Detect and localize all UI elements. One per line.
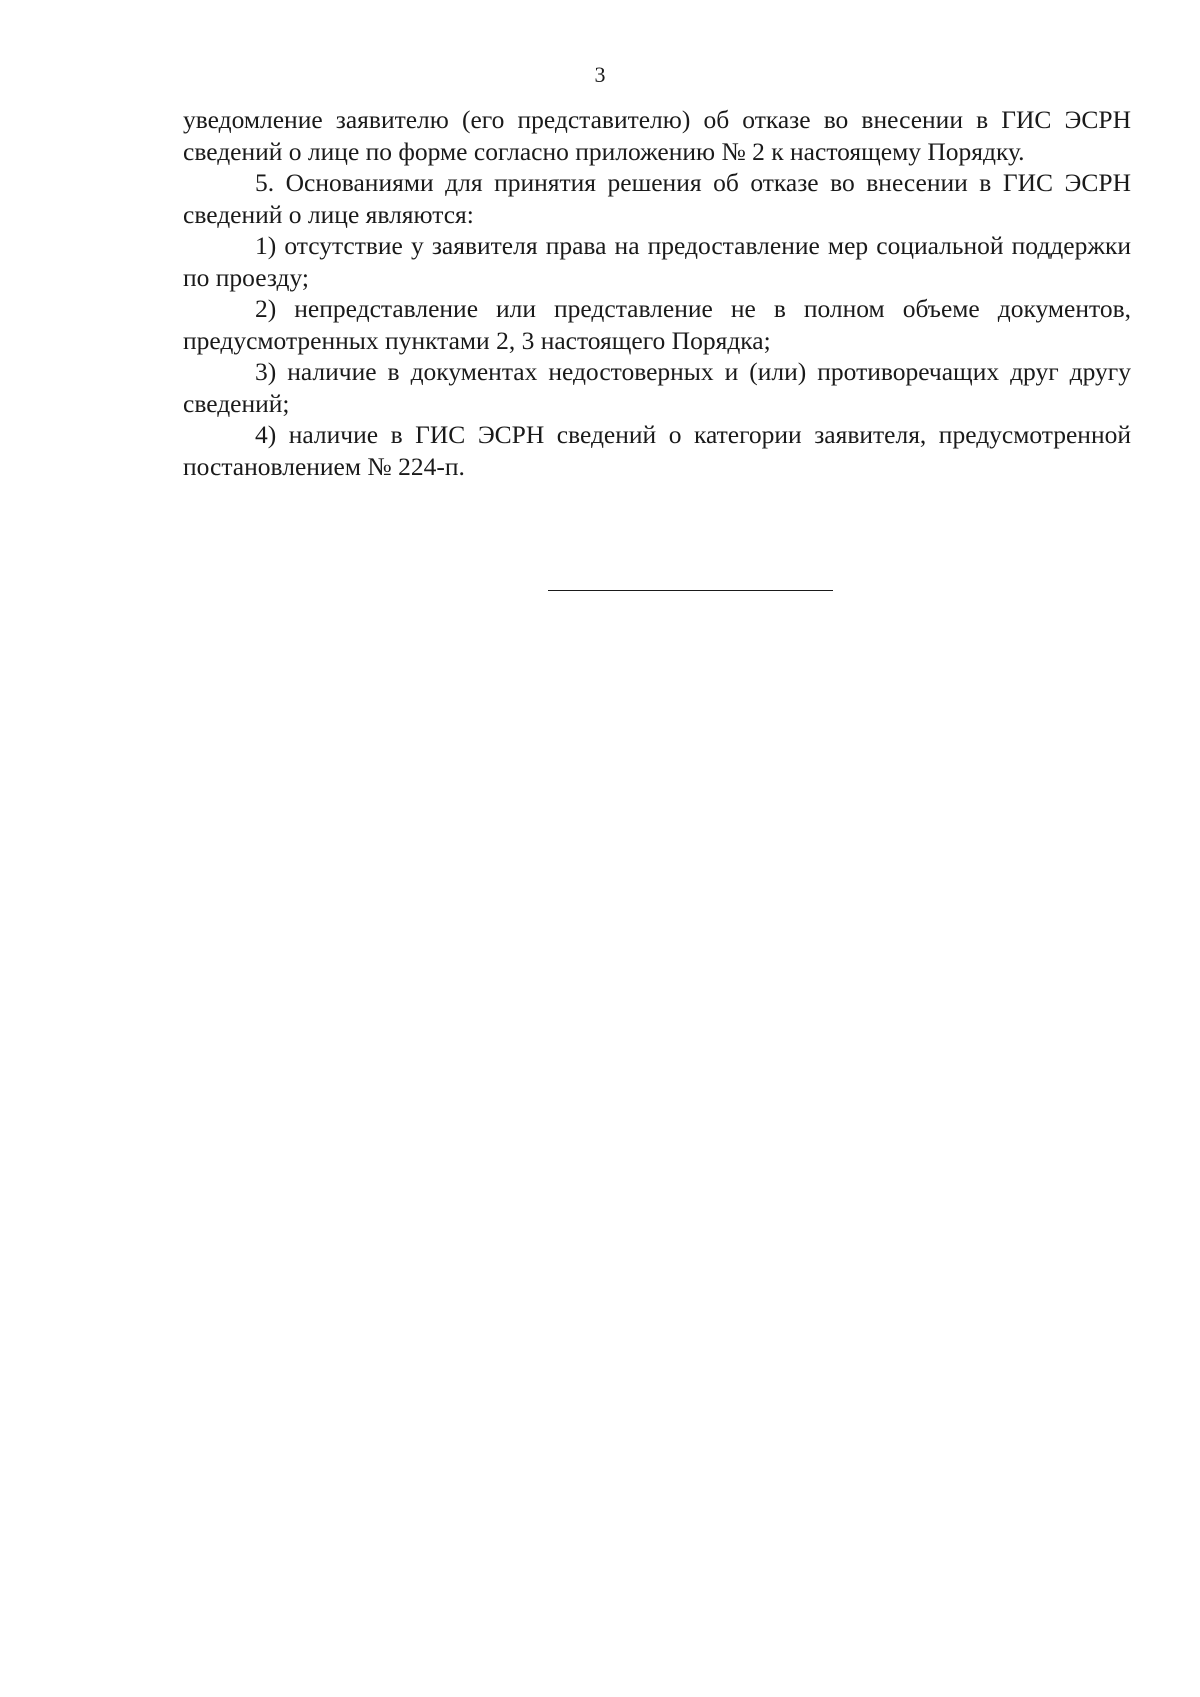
list-item-1: 1) отсутствие у заявителя права на предоставление мер социальной поддержки по проезду; (183, 231, 1131, 292)
list-item-2: 2) непредставление или представление не в полном объеме документов, предусмотренных пунктами 2, 3 настоящего Порядка; (183, 294, 1131, 355)
page-number: 3 (594, 62, 606, 87)
paragraph-clause-5: 5. Основаниями для принятия решения об отказе во внесении в ГИС ЭСРН сведений о лице являются: (183, 168, 1131, 229)
list-item-3: 3) наличие в документах недостоверных и (или) противоречащих друг другу сведений; (183, 357, 1131, 418)
document-body (183, 104, 1131, 482)
list-item-4: 4) наличие в ГИС ЭСРН сведений о категории заявителя, предусмотренной постановлением № 224-п. (183, 420, 1131, 481)
paragraph-notification-continuation: уведомление заявителю (его представителю) об отказе во внесении в ГИС ЭСРН сведений о лице по форме согласно приложению № 2 к настоящему Порядку. (183, 105, 1131, 166)
end-of-document-rule (548, 590, 833, 591)
